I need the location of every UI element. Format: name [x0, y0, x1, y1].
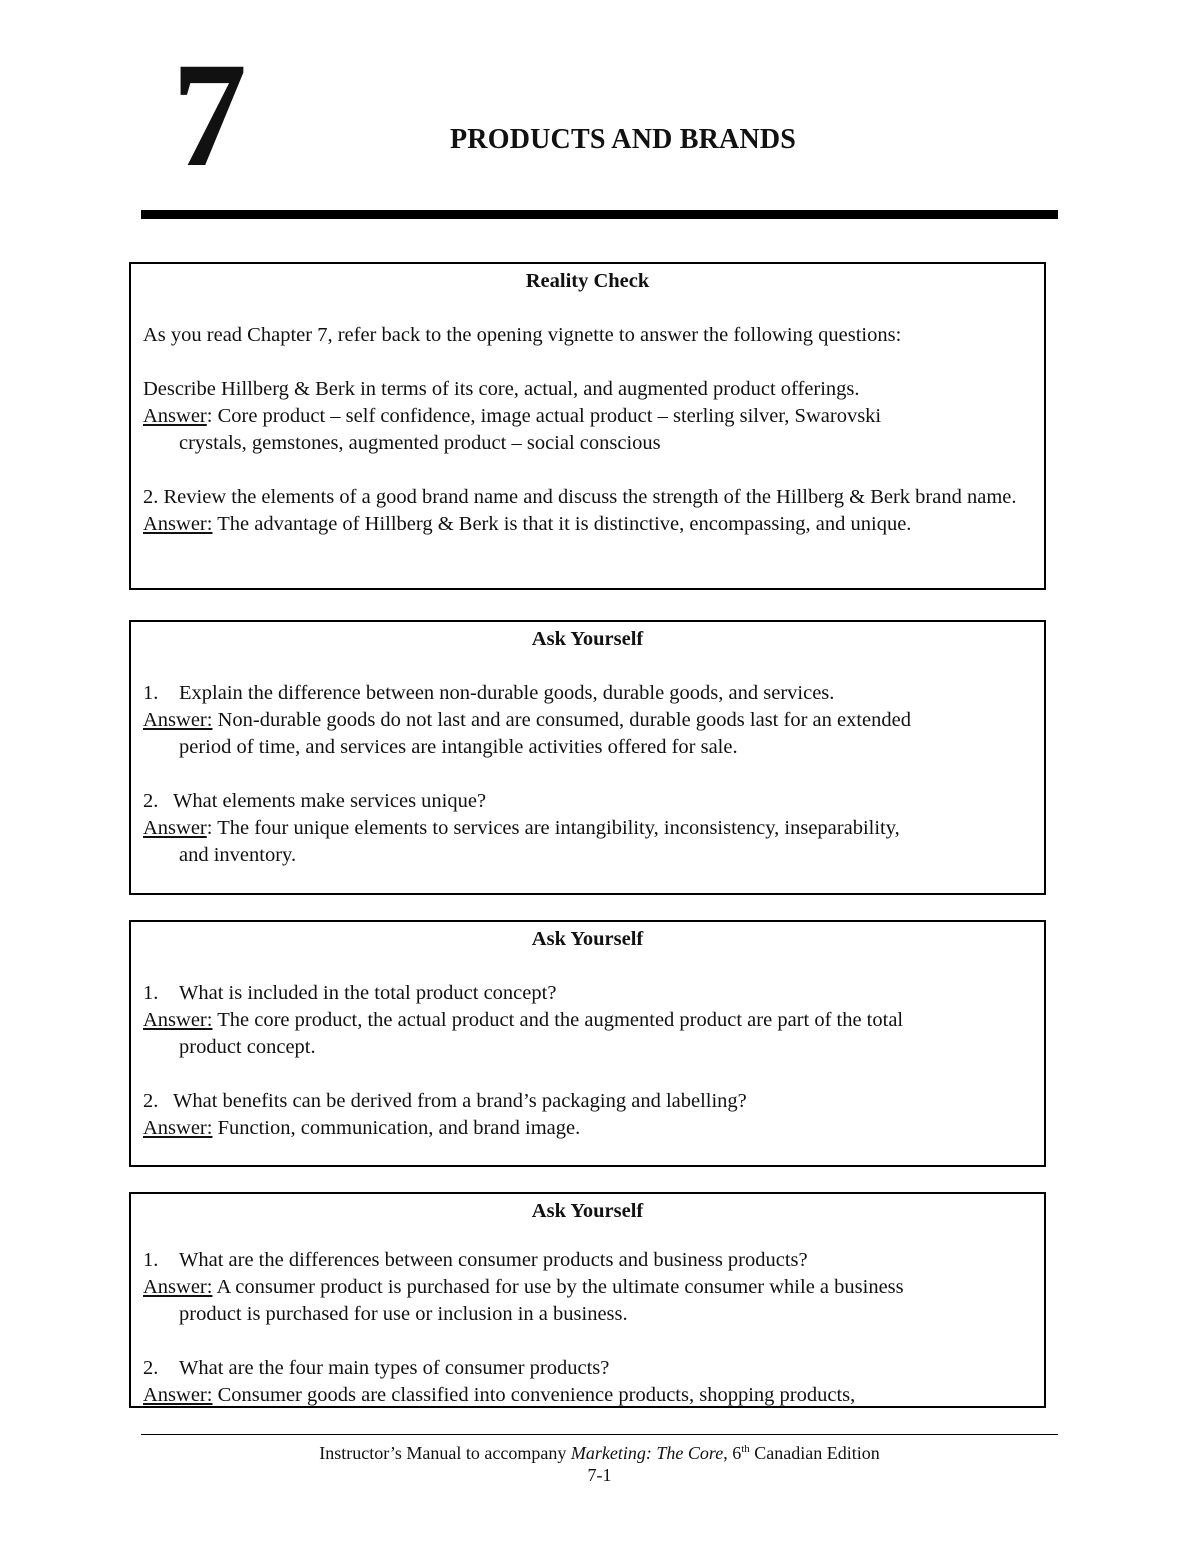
question-1 — [143, 980, 1032, 1007]
footer-divider — [141, 1434, 1058, 1435]
reality-check-question-1: Describe Hillberg & Berk in terms of its core, actual, and augmented product offerings. — [143, 378, 860, 400]
answer-label: Answer — [143, 817, 207, 839]
question-2 — [143, 788, 1032, 815]
answer-label: Answer: — [143, 709, 213, 731]
answer-text: : Core product – self confidence, image actual product – sterling silver, Swarovski — [206, 405, 882, 427]
answer-continuation: product is purchased for use or inclusion in a business. — [179, 1303, 628, 1325]
question-number: 1. — [143, 1249, 159, 1271]
answer-2 — [143, 1382, 1032, 1408]
question-number: 1. — [143, 682, 159, 704]
reality-check-box — [129, 262, 1046, 590]
answer-text: The core product, the actual product and the augmented product are part of the total — [212, 1009, 904, 1031]
answer-text: The advantage of Hillberg & Berk is that it is distinctive, encompassing, and unique. — [212, 513, 912, 535]
question-text: Explain the difference between non-durable goods, durable goods, and services. — [179, 682, 835, 704]
page-number: 7-1 — [587, 1465, 612, 1485]
ask-yourself-box-3 — [129, 1192, 1046, 1408]
question-2 — [143, 1355, 1032, 1382]
edition-number: , 6 — [723, 1443, 742, 1463]
question-number: 1. — [143, 982, 159, 1004]
question-1 — [143, 680, 1032, 707]
answer-label: Answer: — [143, 513, 213, 535]
answer-text: Consumer goods are classified into convenience products, shopping products, — [212, 1384, 856, 1406]
answer-1 — [143, 1007, 1032, 1034]
ask-yourself-heading: Ask Yourself — [531, 628, 644, 650]
answer-1 — [143, 1274, 1032, 1301]
answer-2 — [143, 815, 1032, 842]
answer-label: Answer: — [143, 1117, 213, 1139]
question-text: What elements make services unique? — [173, 790, 487, 812]
question-number: 2. — [143, 1090, 159, 1112]
question-text: What benefits can be derived from a brand’s packaging and labelling? — [173, 1090, 747, 1112]
page-footer — [141, 1438, 1058, 1486]
reality-check-question-2: 2. Review the elements of a good brand name and discuss the strength of the Hillberg & Berk brand name. — [143, 486, 1017, 508]
question-2 — [143, 1088, 1032, 1115]
reality-check-answer-2 — [143, 511, 1032, 538]
answer-label: Answer: — [143, 1384, 213, 1406]
reality-check-intro: As you read Chapter 7, refer back to the opening vignette to answer the following questions: — [143, 324, 902, 346]
answer-text: A consumer product is purchased for use by the ultimate consumer while a business — [212, 1276, 904, 1298]
chapter-title: PRODUCTS AND BRANDS — [450, 124, 797, 155]
ask-yourself-box-1 — [129, 620, 1046, 895]
chapter-number: 7 — [172, 32, 247, 198]
footer-prefix: Instructor’s Manual to accompany — [319, 1443, 571, 1463]
edition-suffix: th — [741, 1443, 750, 1455]
question-1 — [143, 1247, 1032, 1274]
answer-1 — [143, 707, 1032, 734]
footer-citation — [141, 1438, 1058, 1464]
answer-label: Answer — [143, 405, 207, 427]
answer-2 — [143, 1115, 1032, 1142]
ask-yourself-heading: Ask Yourself — [531, 928, 644, 950]
book-title: Marketing: The Core — [570, 1443, 724, 1463]
question-number: 2. — [143, 790, 159, 812]
question-text: What are the differences between consumer products and business products? — [179, 1249, 808, 1271]
question-text: What are the four main types of consumer products? — [179, 1357, 610, 1379]
reality-check-heading: Reality Check — [525, 270, 650, 292]
reality-check-answer-1 — [143, 403, 1032, 430]
answer-text: Function, communication, and brand image. — [212, 1117, 581, 1139]
answer-continuation: and inventory. — [179, 844, 297, 866]
answer-continuation: crystals, gemstones, augmented product – social conscious — [179, 432, 661, 454]
answer-continuation: period of time, and services are intangible activities offered for sale. — [179, 736, 738, 758]
ask-yourself-box-2 — [129, 920, 1046, 1167]
answer-text: : The four unique elements to services are intangibility, inconsistency, inseparability, — [206, 817, 900, 839]
answer-label: Answer: — [143, 1009, 213, 1031]
question-number: 2. — [143, 1357, 159, 1379]
edition-text: Canadian Edition — [749, 1443, 880, 1463]
question-text: What is included in the total product concept? — [179, 982, 557, 1004]
answer-continuation: product concept. — [179, 1036, 316, 1058]
answer-label: Answer: — [143, 1276, 213, 1298]
ask-yourself-heading: Ask Yourself — [531, 1200, 644, 1222]
title-divider — [141, 210, 1058, 219]
answer-text: Non-durable goods do not last and are consumed, durable goods last for an extended — [212, 709, 911, 731]
